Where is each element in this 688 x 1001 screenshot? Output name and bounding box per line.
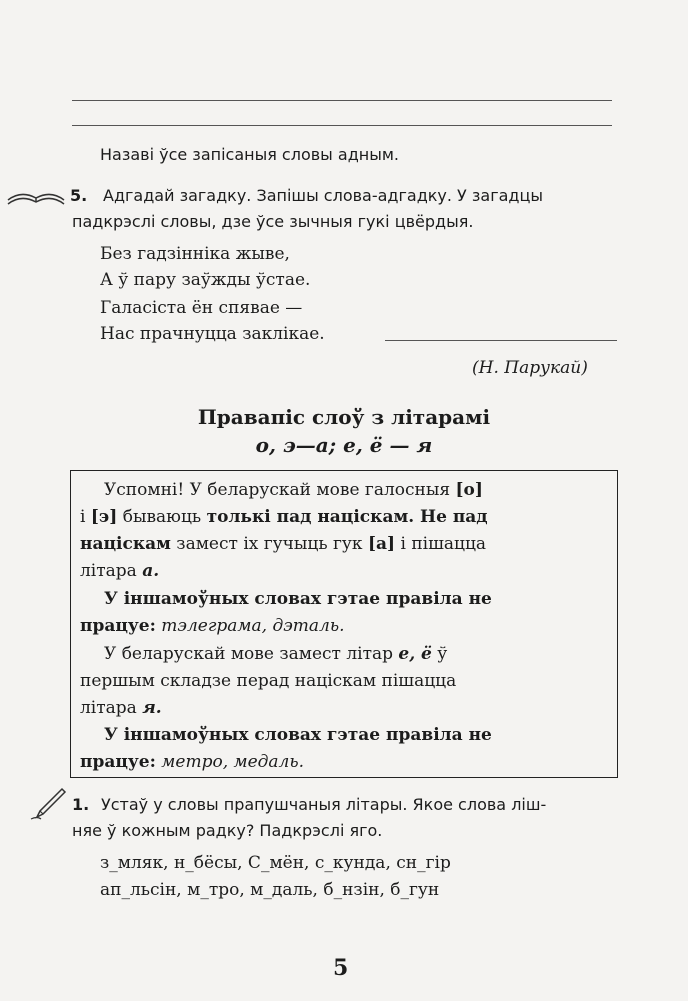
section-subtitle: о, э—а; е, ё — я [255,433,433,457]
rule-line: літара а. [80,561,160,581]
exercise-row: ап_льсін, м_тро, м_даль, б_нзін, б_гун [100,880,440,900]
riddle-line: Без гадзінніка жыве, [100,244,290,264]
rule-line: і [э] бываюць толькі пад націскам. Не пад [80,507,488,527]
book-icon [6,186,66,206]
rule-line: першым складзе перад націскам пішацца [80,671,457,691]
exercise-row: з_мляк, н_бёсы, С_мён, с_кунда, сн_гір [100,853,451,873]
pen-icon [28,786,68,822]
section-title: Правапіс слоў з літарамі [197,405,491,429]
task-text: Адгадай загадку. Запішы слова-адгадку. У загадцы [103,186,543,205]
answer-line [72,125,612,126]
task-text: няе ў кожным радку? Падкрэслі яго. [72,821,383,840]
rule-line: У беларускай мове замест літар е, ё ў [104,644,448,664]
task-text: падкрэслі словы, дзе ўсе зычныя гукі цвёрдыя. [72,212,474,231]
task-number: 1. [72,795,90,814]
rule-line: працуе: тэлеграма, дэталь. [80,616,345,636]
rule-line: У іншамоўных словах гэтае правіла не [104,589,492,609]
answer-line [72,100,612,101]
rule-line: Успомні! У беларускай мове галосныя [о] [104,480,483,500]
riddle-line: Нас прачнуцца заклікае. [100,324,325,344]
riddle-line: А ў пару заўжды ўстае. [100,270,311,290]
riddle-author: (Н. Парукай) [472,358,588,378]
rule-line: націскам замест іх гучыць гук [а] і пішацца [80,534,487,554]
page-number: 5 [333,955,349,981]
answer-line [385,340,617,341]
instruction-text: Назаві ўсе запісаныя словы адным. [100,145,400,164]
rule-line: працуе: метро, медаль. [80,752,305,772]
rule-line: літара я. [80,698,162,718]
task-text: Устаў у словы прапушчаныя літары. Якое слова ліш- [101,795,547,814]
task-number: 5. [70,186,88,205]
rule-line: У іншамоўных словах гэтае правіла не [104,725,492,745]
riddle-line: Галасіста ён спявае — [100,298,303,318]
